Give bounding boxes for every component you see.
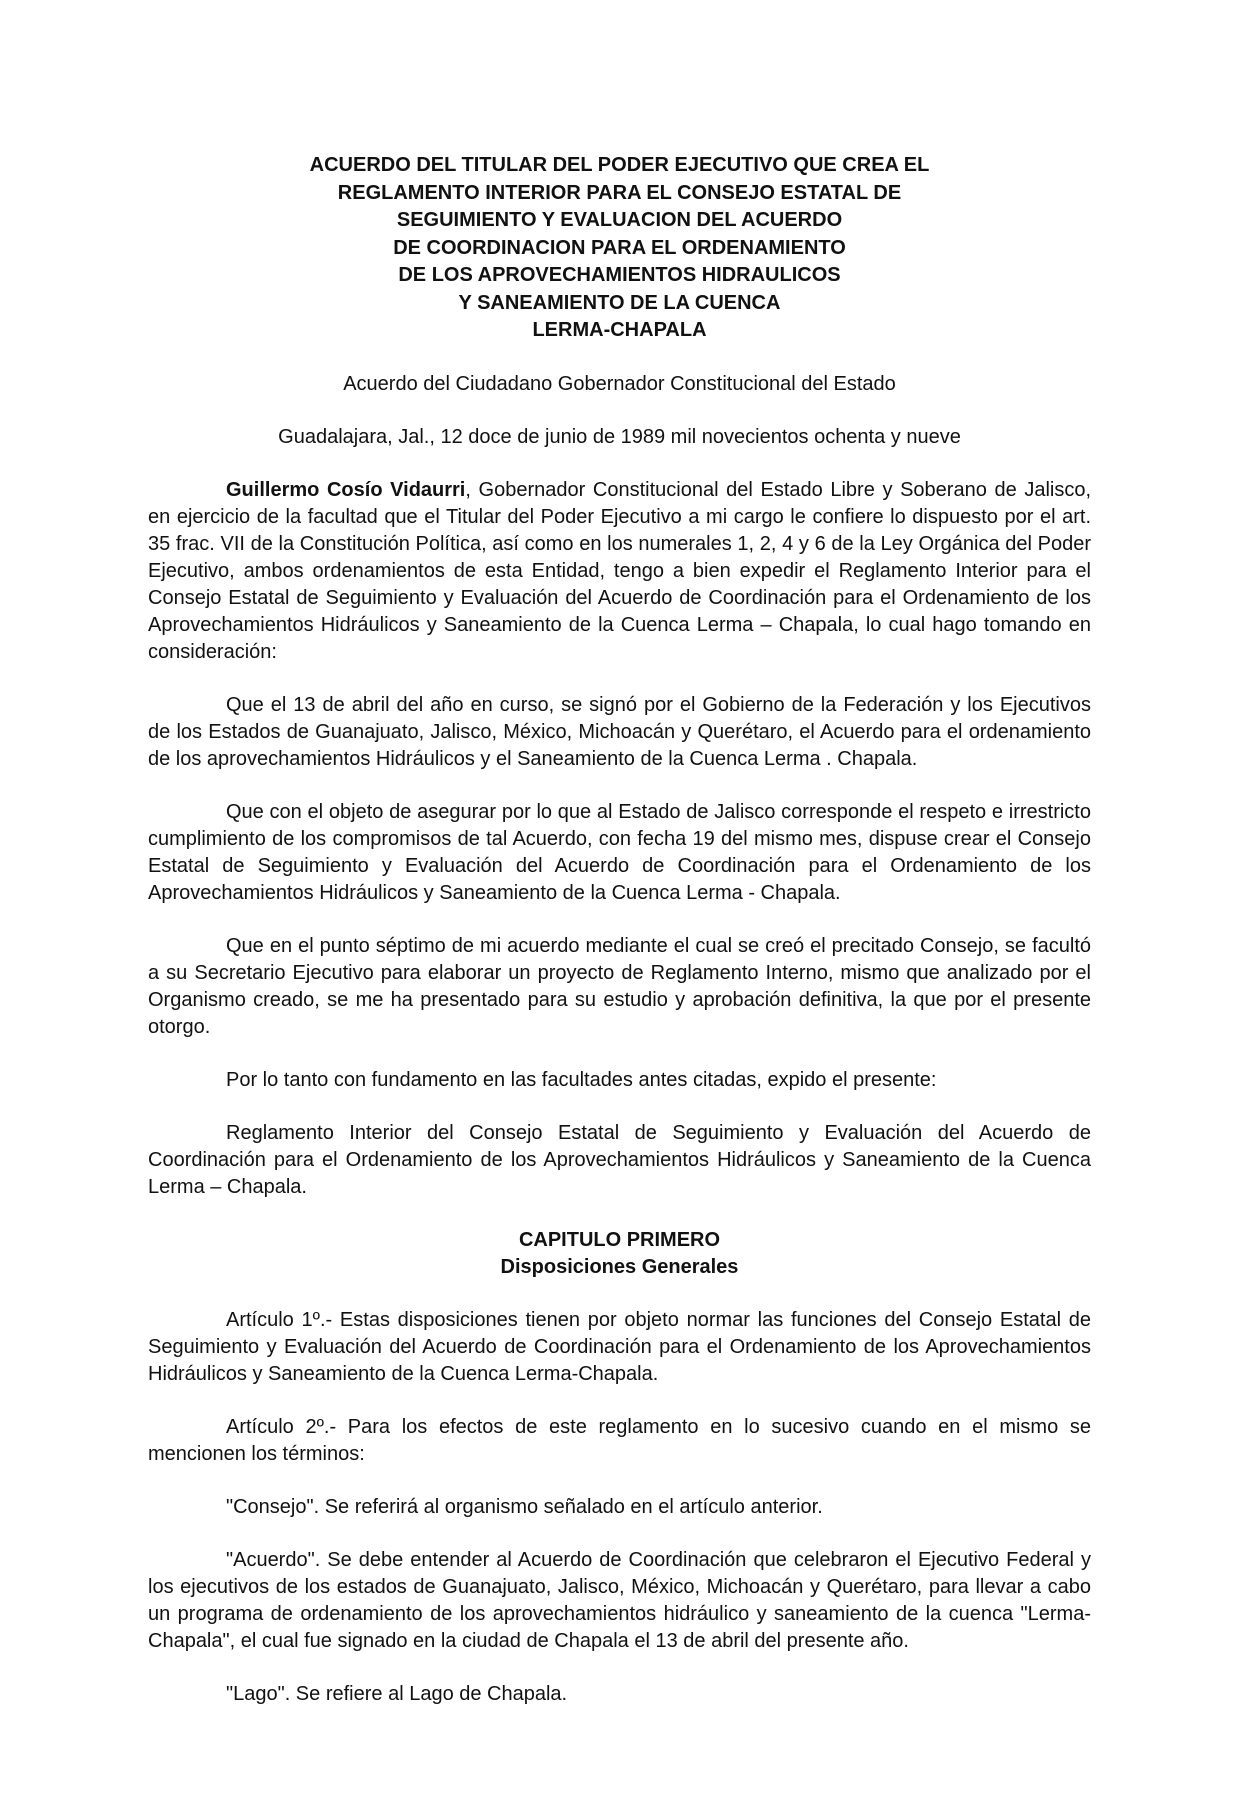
chapter-subtitle: Disposiciones Generales [500, 1255, 739, 1278]
document-subtitle: Acuerdo del Ciudadano Gobernador Constitucional del Estado [343, 372, 896, 395]
title-line: SEGUIMIENTO Y EVALUACION DEL ACUERDO [396, 209, 843, 231]
document-title [148, 152, 1091, 345]
definition-consejo: "Consejo". Se referirá al organismo señalado en el artículo anterior. [226, 1495, 823, 1518]
reglamento-title: Reglamento Interior del Consejo Estatal de Seguimiento y Evaluación del Acuerdo de Coordinación para el Ordenamiento de los Aprovechamientos Hidráulicos y Saneamiento de la Cuenca Lerma – Chapala. [148, 1121, 1091, 1198]
title-line: Y SANEAMIENTO DE LA CUENCA [458, 291, 781, 314]
document-body [148, 152, 1091, 1708]
title-line: DE LOS APROVECHAMIENTOS HIDRAULICOS [398, 264, 841, 286]
place-date: Guadalajara, Jal., 12 doce de junio de 1989 mil novecientos ochenta y nueve [278, 425, 961, 448]
intro-text: , Gobernador Constitucional del Estado Libre y Soberano de Jalisco, en ejercicio de la facultad que el Titular del Poder Ejecutivo a mi cargo le confiere lo dispuesto por el art. 35 frac. VII de la Constitución Política, así como en los numerales 1, 2, 4 y 6 de la Ley Orgánica del Poder Ejecutivo, ambos ordenamientos de esta Entidad, tengo a bien expedir el Reglamento Interior para el Consejo Estatal de Seguimiento y Evaluación del Acuerdo de Coordinación para el Ordenamiento de los Aprovechamientos Hidráulicos y Saneamiento de la Cuenca Lerma – Chapala, lo cual hago tomando en consideración: [148, 478, 1092, 663]
title-line: DE COORDINACION PARA EL ORDENAMIENTO [393, 236, 846, 259]
definition-acuerdo: "Acuerdo". Se debe entender al Acuerdo de Coordinación que celebraron el Ejecutivo Federal y los ejecutivos de los estados de Guanajuato, Jalisco, México, Michoacán y Querétaro, para llevar a cabo un programa de ordenamiento de los aprovechamientos hidráulico y saneamiento de la cuenca "Lerma-Chapala", el cual fue signado en la ciudad de Chapala el 13 de abril del presente año. [148, 1548, 1091, 1652]
title-line: LERMA-CHAPALA [532, 319, 707, 341]
articulo-1: Artículo 1º.- Estas disposiciones tienen por objeto normar las funciones del Consejo Estatal de Seguimiento y Evaluación del Acuerdo de Coordinación para el Ordenamiento de los Aprovechamientos Hidráulicos y Saneamiento de la Cuenca Lerma-Chapala. [148, 1308, 1091, 1385]
chapter-title: CAPITULO PRIMERO [518, 1228, 721, 1251]
considerando-2: Que con el objeto de asegurar por lo que al Estado de Jalisco corresponde el respeto e irrestricto cumplimiento de los compromisos de tal Acuerdo, con fecha 19 del mismo mes, dispuse crear el Consejo Estatal de Seguimiento y Evaluación del Acuerdo de Coordinación para el Ordenamiento de los Aprovechamientos Hidráulicos y Saneamiento de la Cuenca Lerma - Chapala. [148, 800, 1091, 904]
title-line: REGLAMENTO INTERIOR PARA EL CONSEJO ESTATAL DE [337, 181, 902, 204]
title-line: ACUERDO DEL TITULAR DEL PODER EJECUTIVO QUE CREA EL [309, 154, 930, 176]
governor-name: Guillermo Cosío Vidaurri [226, 478, 466, 501]
chapter-heading [148, 1227, 1091, 1281]
definition-lago: "Lago". Se refiere al Lago de Chapala. [226, 1682, 568, 1705]
intro-paragraph [148, 477, 1091, 666]
considerando-1: Que el 13 de abril del año en curso, se signó por el Gobierno de la Federación y los Ejecutivos de los Estados de Guanajuato, Jalisco, México, Michoacán y Querétaro, el Acuerdo para el ordenamiento de los aprovechamientos Hidráulicos y el Saneamiento de la Cuenca Lerma . Chapala. [148, 693, 1091, 770]
considerando-3: Que en el punto séptimo de mi acuerdo mediante el cual se creó el precitado Consejo, se facultó a su Secretario Ejecutivo para elaborar un proyecto de Reglamento Interno, mismo que analizado por el Organismo creado, se me ha presentado para su estudio y aprobación definitiva, la que por el presente otorgo. [148, 934, 1091, 1038]
por-lo-tanto: Por lo tanto con fundamento en las facultades antes citadas, expido el presente: [226, 1068, 937, 1091]
articulo-2: Artículo 2º.- Para los efectos de este reglamento en lo sucesivo cuando en el mismo se mencionen los términos: [148, 1415, 1091, 1465]
